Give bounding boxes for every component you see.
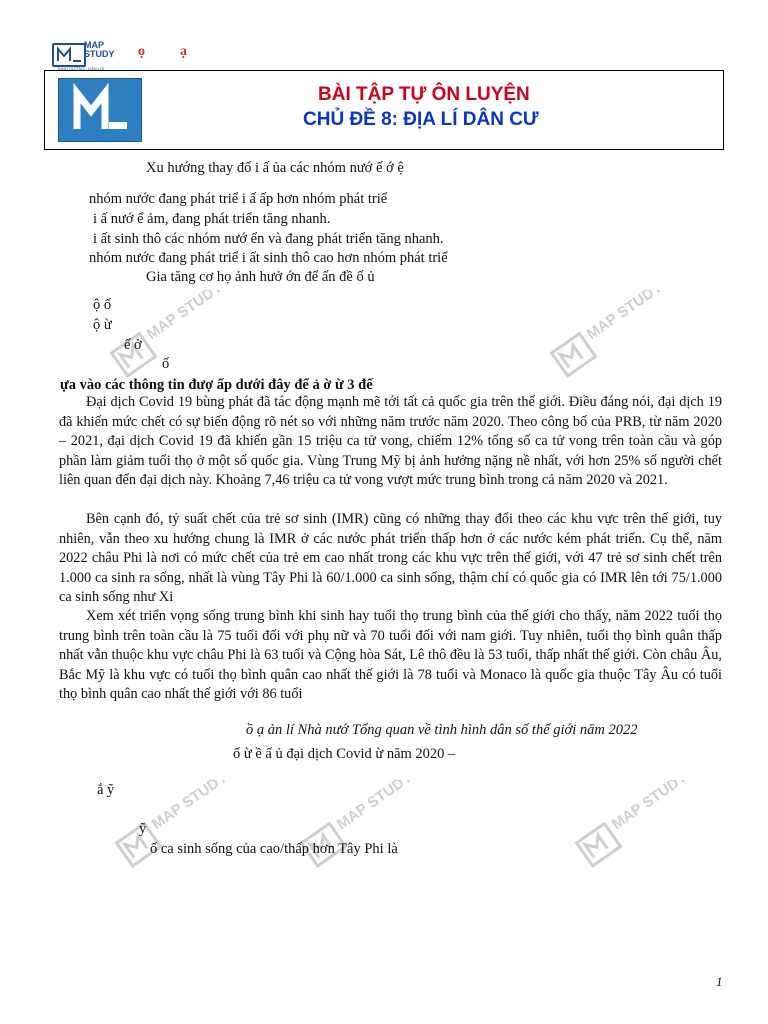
passage-paragraph-1: Đại dịch Covid 19 bùng phát đã tác động mạnh mẽ tới tất cả quốc gia trên thế giới. Điều đáng nói, đại dịch 19 đã khiến mức chết có sự biến động rõ nét so với những năm trước năm 2020. Theo công bố của PRB, từ năm 2020 – 2021, đại dịch Covid 19 đã khiến gần 15 triệu ca tử vong, chiếm 12% tổng số ca tử vong trên toàn cầu và góp phần làm giảm tuổi thọ ở một số quốc gia. Vùng Trung Mỹ bị ảnh hưởng nặng nề nhất, với hơn 25% số người chết liên quan đến đại dịch này. Khoảng 7,46 triệu ca tử vong vượt mức trung bình trong cả năm 2020 và 2021. — [59, 394, 722, 488]
sub-question-3: ỹ — [139, 821, 147, 837]
page-number: 1 — [716, 974, 723, 989]
sub-question-1: ố ừ ề ấ ủ đại dịch Covid ừ năm 2020 – — [233, 746, 456, 762]
passage-paragraph-3: Xem xét triển vọng sống trung bình khi sinh hay tuổi thọ trung bình của thế giới cho thấy, năm 2022 tuổi thọ trung bình trên toàn cầu là 75 tuổi đối với phụ nữ và 70 tuổi đối với nam giới. Tuy nhiên, tuổi thọ bình quân thấp nhất vẫn thuộc khu vực châu Phi là 63 tuổi và Cộng hòa Sát, Lê thô đều là 53 tuổi, thấp nhất thế giới. Còn châu Âu, Bắc Mỹ là khu vực có tuổi thọ bình quân cao nhất thế giới là 78 tuổi và Monaco là quốc gia thuộc Tây Âu có tuổi thọ bình quân cao nhất thế giới với 86 tuổi — [59, 608, 722, 702]
map-study-logo-large — [58, 78, 142, 142]
watermark-logo — [565, 780, 685, 860]
watermark-text: MAP STUDY — [148, 780, 225, 834]
fragment-line: ố — [162, 356, 170, 372]
watermark-text: MAP STUDY — [583, 290, 660, 344]
header-fragment-2: ạ — [180, 44, 187, 59]
sub-question-4: ố ca sinh sống của cao/thấp hơn Tây Phi là — [150, 841, 398, 857]
reading-heading: ựa vào các thông tin đượ ấp dưới đây để ả ờ ừ 3 đế — [60, 377, 373, 393]
sub-question-2: ắ ỹ — [97, 782, 115, 798]
watermark-logo — [540, 290, 660, 370]
watermark-logo — [100, 290, 220, 370]
watermark-text: MAP STUDY — [333, 780, 410, 834]
brand-name: MAP STUDY — [84, 40, 115, 59]
question-stem-2: Gia tăng cơ họ ảnh hưở ớn để ấn đề ố ủ — [146, 269, 375, 285]
page-title: BÀI TẬP TỰ ÔN LUYỆN — [318, 84, 530, 105]
answer-option-a: nhóm nước đang phát triể i ấ ấp hơn nhóm phát triể — [89, 191, 388, 207]
brand-tagline: ĐỊNH HƯỚNG - DẪN LỐI — [58, 66, 105, 71]
watermark-text: MAP STUDY — [608, 780, 685, 834]
fragment-line: ộ ừ — [93, 317, 112, 333]
watermark-text: MAP STUDY — [143, 290, 220, 344]
fragment-line: ộ ố — [93, 297, 112, 313]
answer-option-d: nhóm nước đang phát triể i ất sinh thô cao hơn nhóm phát triể — [89, 250, 448, 266]
answer-option-b: i ấ nướ ể ảm, đang phát triển tăng nhanh. — [93, 211, 331, 227]
fragment-line: ế ở — [124, 337, 142, 353]
question-stem: Xu hướng thay đổ i ấ ủa các nhóm nướ ế ớ ệ — [146, 160, 404, 176]
answer-option-c: i ất sinh thô các nhóm nướ ển và đang phát triển tăng nhanh. — [93, 231, 444, 247]
page-subtitle: CHỦ ĐỀ 8: ĐỊA LÍ DÂN CƯ — [303, 109, 539, 130]
passage-paragraph-2: Bên cạnh đó, tỷ suất chết của trẻ sơ sinh (IMR) cũng có những thay đổi theo các khu vực trên thế giới, tuy nhiên, vẫn theo xu hướng chung là IMR ở các nước phát triển thấp hơn ở các nước kém phát triển. Cụ thể, năm 2022 châu Phi là nơi có mức chết của trẻ em cao nhất trong các khu vực trên thế giới, với 47 trẻ sơ sinh chết trên 1.000 ca sinh ra sống, nhất là vùng Tây Phi là 60/1.000 ca sinh sống, thậm chí có quốc gia có IMR lên tới 75/1.000 ca sinh sống như Xi — [59, 511, 722, 605]
header-fragment-1: ọ — [138, 44, 145, 59]
source-citation: ồ ạ ản lí Nhà nướ Tổng quan về tình hình dân số thế giới năm 2022 — [246, 722, 638, 738]
map-study-logo-small — [52, 43, 86, 67]
